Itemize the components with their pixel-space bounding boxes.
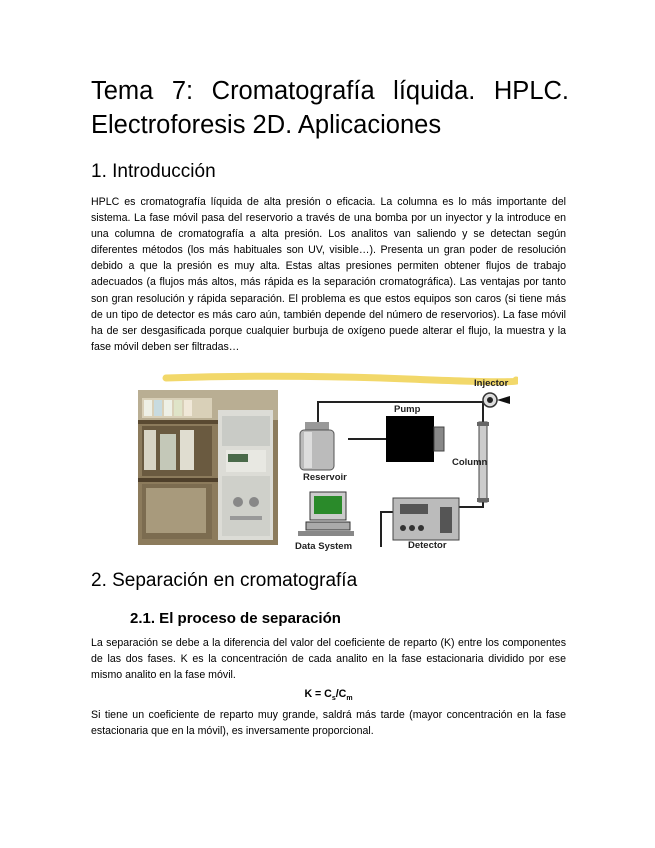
injector-label: Injector	[474, 378, 509, 389]
computer-icon	[298, 492, 354, 536]
injector-icon	[483, 393, 510, 407]
column-label: Column	[452, 457, 488, 468]
partition-coefficient-formula: $K = C_s/C_m$	[304, 688, 353, 703]
subsection-2-1-heading: 2.1. El proceso de separación	[130, 610, 341, 627]
detector-icon	[393, 498, 459, 540]
detector-label: Detector	[408, 540, 447, 551]
pump-icon	[348, 416, 444, 462]
subsection-2-1-paragraph-2: Si tiene un coeficiente de reparto muy grande, saldrá más tarde (mayor concentración en la fase estacionaria que en la móvil), es inversamente proporcional.	[91, 709, 566, 738]
reservoir-label: Reservoir	[303, 472, 347, 483]
document-title: Tema 7: Cromatografía líquida. HPLC. Electroforesis 2D. Aplicaciones	[91, 77, 569, 139]
subsection-2-1-paragraph-1: La separación se debe a la diferencia del valor del coeficiente de reparto (K) entre los componentes de las dos fases. K es la concentración de cada analito en la fase estacionaria dividido por ese mismo analito en la fase móvil.	[91, 637, 566, 682]
section-1-paragraph: HPLC es cromatografía líquida de alta presión o eficacia. La columna es lo más importante del sistema. La fase móvil pasa del reservorio a través de una bomba por un inyector y la introduce en una columna de cromatografía a alta presión. Los analitos van saliendo y se detectan según diferentes métodos (los más habituales son UV, visible…). Presenta un gran poder de resolución debido a que la presión es muy alta. Estas altas presiones permiten obtener flujos de trabajo adecuados (a flujos más altos, más rápida es la separación cromatográfica). Las ventajas por tanto son gran resolución y rápida separación. El problema es que estos equipos son caros (si tiene más de un tipo de detector es más caro aún, también depende del número de reservorios). La fase móvil ha de ser desgasificada porque cualquier burbuja de oxígeno puede alterar el flujo, la muestra y la fase móvil deben ser filtradas…	[91, 196, 566, 353]
pump-label: Pump	[394, 404, 421, 415]
hplc-figure	[138, 372, 518, 552]
data-system-label: Data System	[295, 541, 353, 552]
section-2-heading: 2. Separación en cromatografía	[91, 570, 358, 591]
hplc-schematic	[138, 372, 518, 552]
section-1-heading: 1. Introducción	[91, 161, 216, 182]
reservoir-icon	[300, 422, 334, 470]
